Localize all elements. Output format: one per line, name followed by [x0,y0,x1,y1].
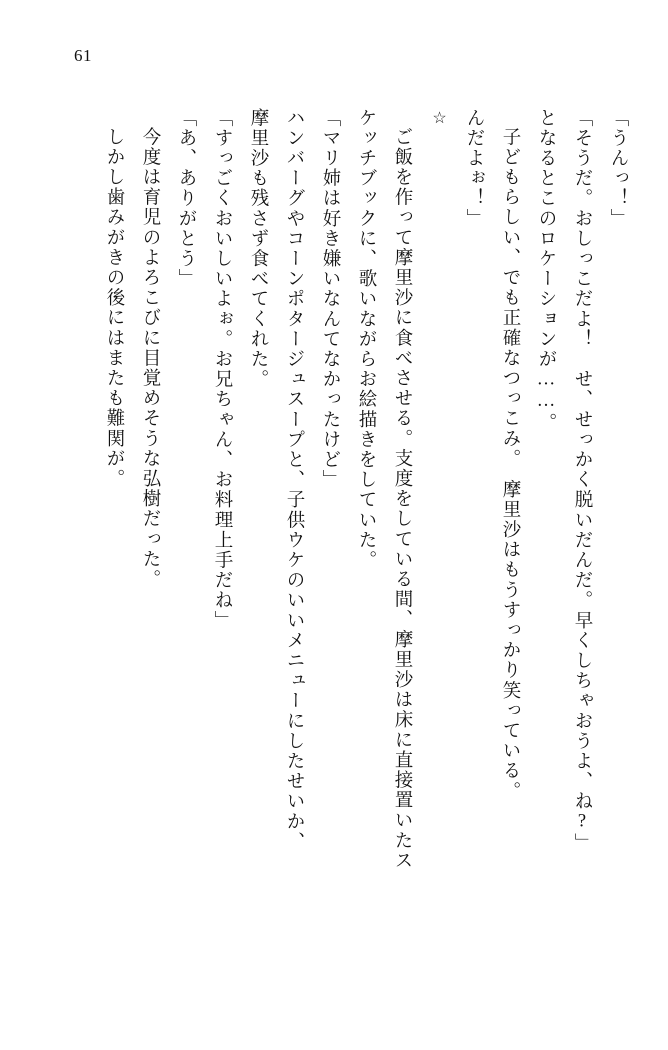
text-line: 今度は育児のよろこびに目覚めそうな弘樹だった。 [140,127,160,590]
vertical-text-block [38,108,636,1008]
text-line: 「マリ姉は好き嫌いなんてなかったけど」 [320,108,340,490]
text-line: となるとこのロケーションが……。 [536,108,556,433]
text-line: しかし歯みがきの後にはまたも難関が。 [104,127,124,489]
text-line: 「うんっ！」 [608,108,628,229]
text-line: ハンバーグやコーンポタージュスープと、子供ウケのいいメニューにしたせいか、 [284,108,304,852]
text-line: 「そうだ。おしっこだよ！ せ、せっかく脱いだんだ。早くしちゃおうよ、ね?」 [572,108,592,854]
text-line: 「あ、ありがとう」 [176,108,196,289]
text-line: 子どもらしい、でも正確なつっこみ。 摩里沙はもうすっかり笑っている。 [500,127,520,802]
text-line: んだよぉ！」 [464,108,484,229]
page-number: 61 [74,46,92,65]
text-line: 「すっごくおいしいよぉ。お兄ちゃん、お料理上手だね」 [212,108,232,631]
text-line: 摩里沙も残さず食べてくれた。 [248,108,268,390]
text-line: ケッチブックに、歌いながらお絵描きをしていた。 [356,108,376,571]
scene-break-star: ☆ [430,108,447,127]
text-line: ご飯を作って摩里沙に食べさせる。支度をしている間、摩里沙は床に直接置いたス [392,127,412,871]
